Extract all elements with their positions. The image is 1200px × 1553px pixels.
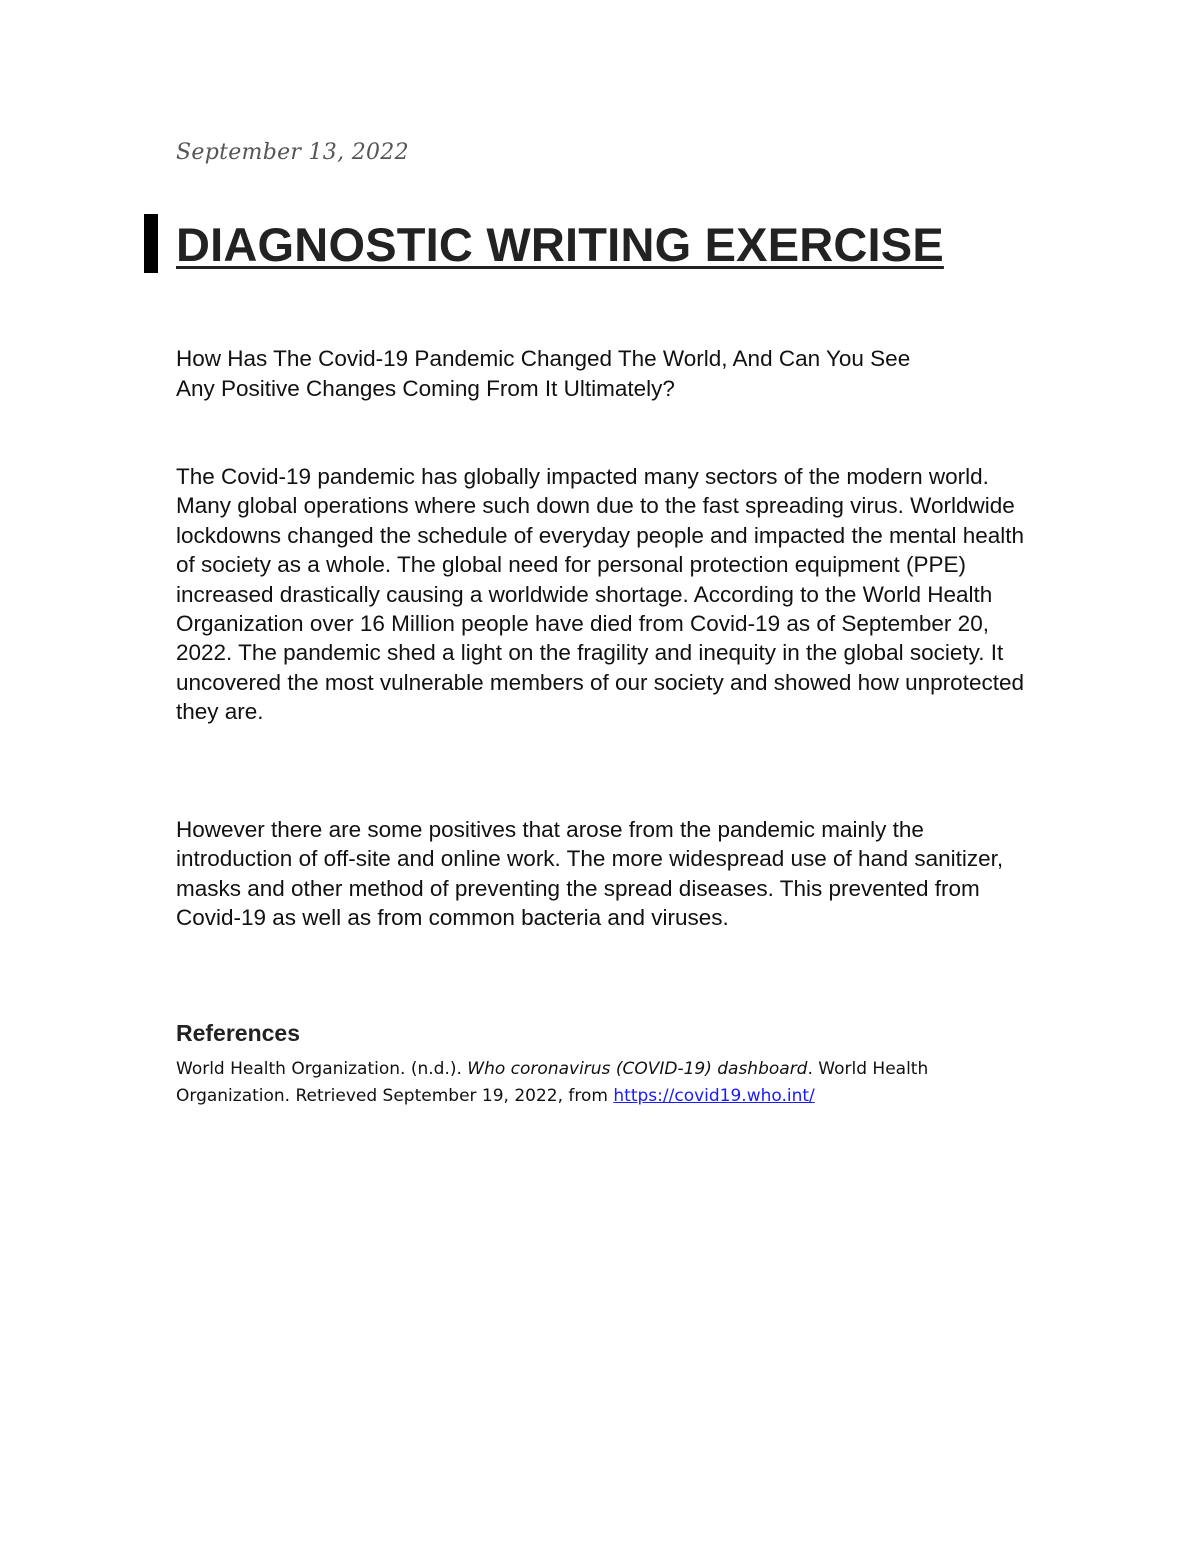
document-title: DIAGNOSTIC WRITING EXERCISE <box>176 218 944 271</box>
prompt-question <box>176 344 1036 404</box>
prompt-question-line-2: Any Positive Changes Coming From It Ultimately? <box>176 376 675 401</box>
body-paragraph-2: However there are some positives that arose from the pandemic mainly the introduction of off-site and online work. The more widespread use of hand sanitizer, masks and other method of preventing the spread diseases. This prevented from Covid-19 as well as from common bacteria and viruses. <box>176 817 1004 931</box>
reference-work-title: Who coronavirus (COVID-19) dashboard <box>467 1059 808 1079</box>
prompt-question-line-1: How Has The Covid-19 Pandemic Changed The World, And Can You See <box>176 346 911 371</box>
references-heading: References <box>176 1020 301 1046</box>
reference-author: World Health Organization. (n.d.). <box>176 1059 462 1079</box>
reference-publisher: . World Health Organization. Retrieved September 19, 2022, from <box>176 1059 929 1106</box>
reference-entry <box>176 1056 996 1109</box>
reference-link[interactable]: https://covid19.who.int/ <box>613 1085 815 1106</box>
document-date: September 13, 2022 <box>176 140 409 165</box>
title-accent-bar <box>144 214 158 273</box>
body-paragraph-1: The Covid-19 pandemic has globally impacted many sectors of the modern world. Many global operations where such down due to the fast spreading virus. Worldwide lockdowns changed the schedule of everyday people and impacted the mental health of society as a whole. The global need for personal protection equipment (PPE) increased drastically causing a worldwide shortage. According to the World Health Organization over 16 Million people have died from Covid-19 as of September 20, 2022. The pandemic shed a light on the fragility and inequity in the global society. It uncovered the most vulnerable members of our society and showed how unprotected they are. <box>176 464 1025 725</box>
